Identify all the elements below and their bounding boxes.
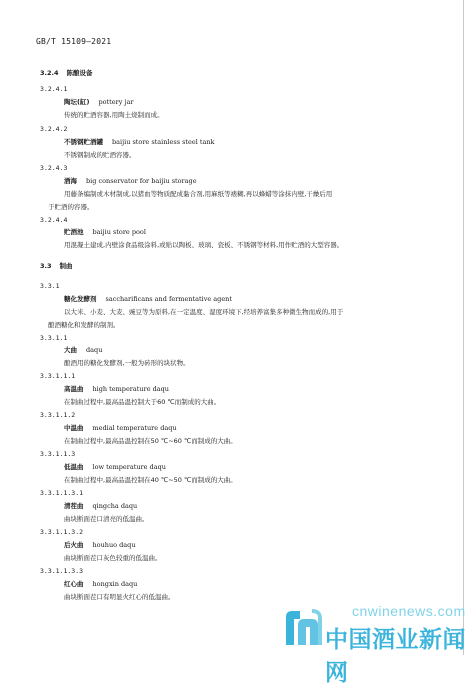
definition: 在制曲过程中,最高品温控制在50 ℃~60 ℃而制成的大曲。 <box>64 437 237 445</box>
entry-number: 3.2.4.1 <box>40 85 68 93</box>
term-cn: 酒海 <box>64 177 77 185</box>
definition: 在制曲过程中,最高品温控制大于60 ℃而制成的大曲。 <box>64 398 221 406</box>
term-en: baijiu store stainless steel tank <box>112 138 215 146</box>
term-line <box>64 425 177 432</box>
term-cn: 贮酒池 <box>64 228 84 236</box>
term-en: high temperature daqu <box>92 385 169 393</box>
term-cn: 红心曲 <box>64 580 84 588</box>
term-cn: 后火曲 <box>64 541 84 549</box>
entry-number: 3.2.4.2 <box>40 125 68 133</box>
definition: 酿酒用的糖化发酵剂,一般为砖形的块状物。 <box>64 359 190 367</box>
section-title: 制曲 <box>59 262 73 270</box>
term-line <box>64 464 166 471</box>
definition: 曲块断面茬口清亮的低温曲。 <box>64 515 149 523</box>
entry-number: 3.3.1 <box>40 282 60 290</box>
term-cn: 大曲 <box>64 346 77 354</box>
term-line <box>64 99 133 106</box>
term-en: pottery jar <box>98 98 134 106</box>
definition-continued: 酿酒糖化和发酵的制剂。 <box>48 321 120 329</box>
section-title: 陈酿设备 <box>66 69 93 77</box>
term-cn: 糖化发酵剂 <box>64 295 97 303</box>
entry-number: 3.3.1.1.1 <box>40 372 76 380</box>
section-heading <box>40 263 73 270</box>
term-en: houhuo daqu <box>92 541 136 549</box>
term-line <box>64 296 232 303</box>
definition: 曲块断面茬口有明显火红心的低温曲。 <box>64 593 175 601</box>
section-heading <box>40 70 93 77</box>
term-line <box>64 347 102 354</box>
entry-number: 3.2.4.4 <box>40 216 68 224</box>
term-cn: 高温曲 <box>64 385 84 393</box>
term-en: hongxin daqu <box>92 580 138 588</box>
definition: 在制曲过程中,最高品温控制在40 ℃~50 ℃而制成的大曲。 <box>64 476 237 484</box>
term-cn: 不锈钢贮酒罐 <box>64 138 103 146</box>
term-en: low temperature daqu <box>92 463 166 471</box>
definition: 传统的贮酒容器,用陶土烧制而成。 <box>64 111 164 119</box>
section-number: 3.2.4 <box>40 69 59 77</box>
term-cn: 清茬曲 <box>64 502 84 510</box>
definition-continued: 于贮酒的容器。 <box>48 203 94 211</box>
definition: 用藤条编制或木材制成,以猪血等物质配成黏合剂,用麻纸等裱糊,再以蜂蜡等涂抹内壁,干燥后用 <box>64 190 333 198</box>
entry-number: 3.3.1.1.2 <box>40 411 76 419</box>
term-en: daqu <box>86 346 103 354</box>
watermark-site: cnwinenews.com <box>352 603 466 619</box>
term-en: saccharificans and fermentative agent <box>105 295 232 303</box>
term-line <box>64 229 146 236</box>
watermark-name: 中国酒业新闻网 <box>325 627 466 686</box>
term-line <box>64 542 136 549</box>
term-cn: 低温曲 <box>64 463 84 471</box>
entry-number: 3.3.1.1.3 <box>40 450 76 458</box>
definition: 以大米、小麦、大麦、豌豆等为原料,在一定温度、湿度环境下,经培养富集多种微生物而成的,用于 <box>64 308 344 316</box>
definition: 不锈钢制成的贮酒容器。 <box>64 151 136 159</box>
entry-number: 3.3.1.1.3.2 <box>40 528 84 536</box>
term-line <box>64 581 137 588</box>
term-en: baijiu store pool <box>92 228 146 236</box>
entry-number: 3.2.4.3 <box>40 164 68 172</box>
definition: 曲块断面茬口灰色较重的低温曲。 <box>64 554 162 562</box>
term-line <box>64 178 197 185</box>
term-en: medial temperature daqu <box>92 424 177 432</box>
entry-number: 3.3.1.1.3.1 <box>40 489 84 497</box>
definition: 用混凝土建成,内壁涂食品级涂料,或贴以陶板、玻璃、瓷板、不锈钢等材料,用作贮酒的大型容器。 <box>64 241 344 249</box>
entry-number: 3.3.1.1 <box>40 334 68 342</box>
term-cn: 陶坛(缸) <box>64 98 90 106</box>
watermark-logo-icon <box>282 605 326 649</box>
term-line <box>64 386 169 393</box>
entry-number: 3.3.1.1.3.3 <box>40 567 84 575</box>
section-number: 3.3 <box>40 262 52 270</box>
term-cn: 中温曲 <box>64 424 84 432</box>
term-en: big conservator for baijiu storage <box>86 177 197 185</box>
term-en: qingcha daqu <box>92 502 138 510</box>
standard-number: GB/T 15109—2021 <box>36 37 112 46</box>
term-line <box>64 503 137 510</box>
term-line <box>64 139 215 146</box>
